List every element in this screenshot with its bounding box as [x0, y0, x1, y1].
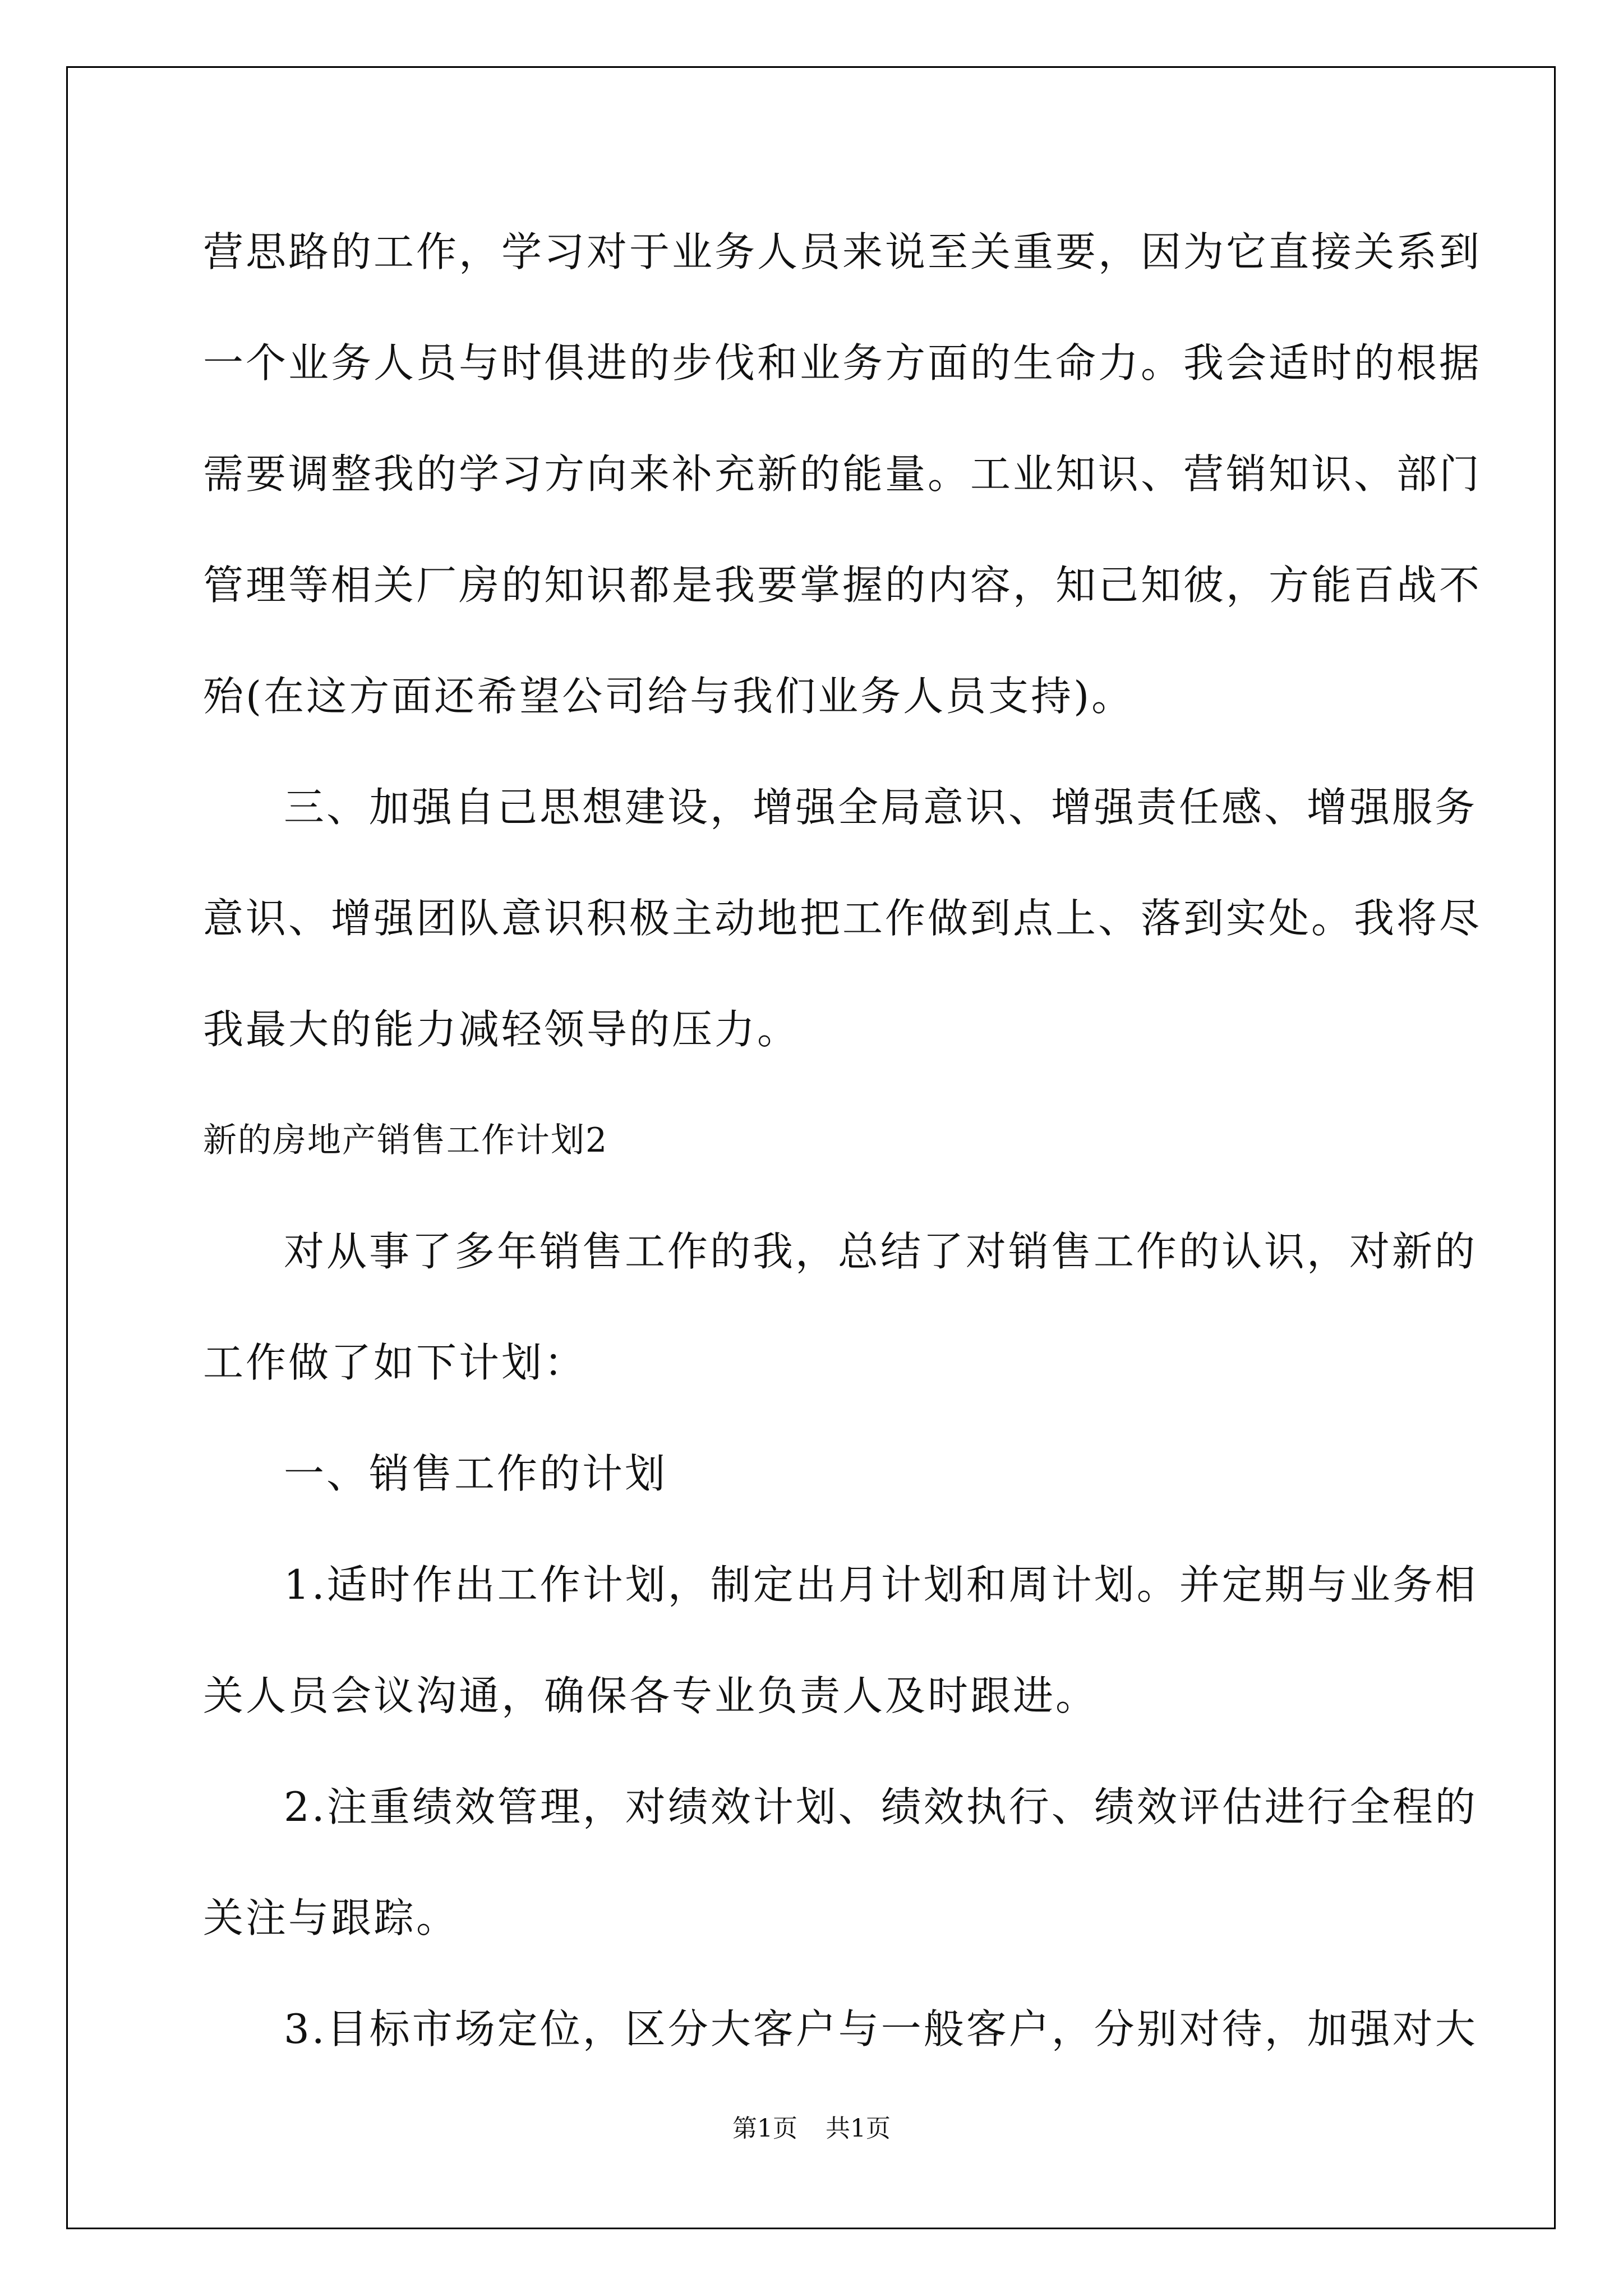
text-line: 意识、增强团队意识积极主动地把工作做到点上、落到实处。我将尽 [203, 895, 1482, 942]
paragraph-start: 三、加强自己思想建设，增强全局意识、增强责任感、增强服务 [284, 784, 1478, 831]
page-total: 共1页 [826, 2114, 891, 2143]
list-item: 1.适时作出工作计划，制定出月计划和周计划。并定期与业务相 [284, 1561, 1478, 1608]
list-item: 3.目标市场定位，区分大客户与一般客户，分别对待，加强对大 [284, 2005, 1478, 2053]
subsection-heading: 一、销售工作的计划 [284, 1450, 668, 1497]
text-line: 殆(在这方面还希望公司给与我们业务人员支持)。 [203, 673, 1135, 720]
text-line: 需要调整我的学习方向来补充新的能量。工业知识、营销知识、部门 [203, 450, 1482, 498]
text-line: 关人员会议沟通，确保各专业负责人及时跟进。 [203, 1672, 1099, 1719]
section-heading: 新的房地产销售工作计划2 [203, 1121, 608, 1160]
page-footer [0, 2108, 1623, 2144]
text-line: 工作做了如下计划： [203, 1339, 587, 1386]
text-line: 我最大的能力减轻领导的压力。 [203, 1006, 800, 1053]
paragraph-start: 对从事了多年销售工作的我，总结了对销售工作的认识，对新的 [284, 1228, 1478, 1275]
text-line: 关注与跟踪。 [203, 1894, 459, 1941]
text-line: 管理等相关厂房的知识都是我要掌握的内容，知己知彼，方能百战不 [203, 562, 1482, 609]
list-item: 2.注重绩效管理，对绩效计划、绩效执行、绩效评估进行全程的 [284, 1783, 1478, 1830]
text-line: 营思路的工作，学习对于业务人员来说至关重要，因为它直接关系到 [203, 228, 1482, 275]
page-number: 第1页 [732, 2114, 797, 2143]
document-body [203, 196, 1482, 2085]
text-line: 一个业务人员与时俱进的步伐和业务方面的生命力。我会适时的根据 [203, 339, 1482, 386]
